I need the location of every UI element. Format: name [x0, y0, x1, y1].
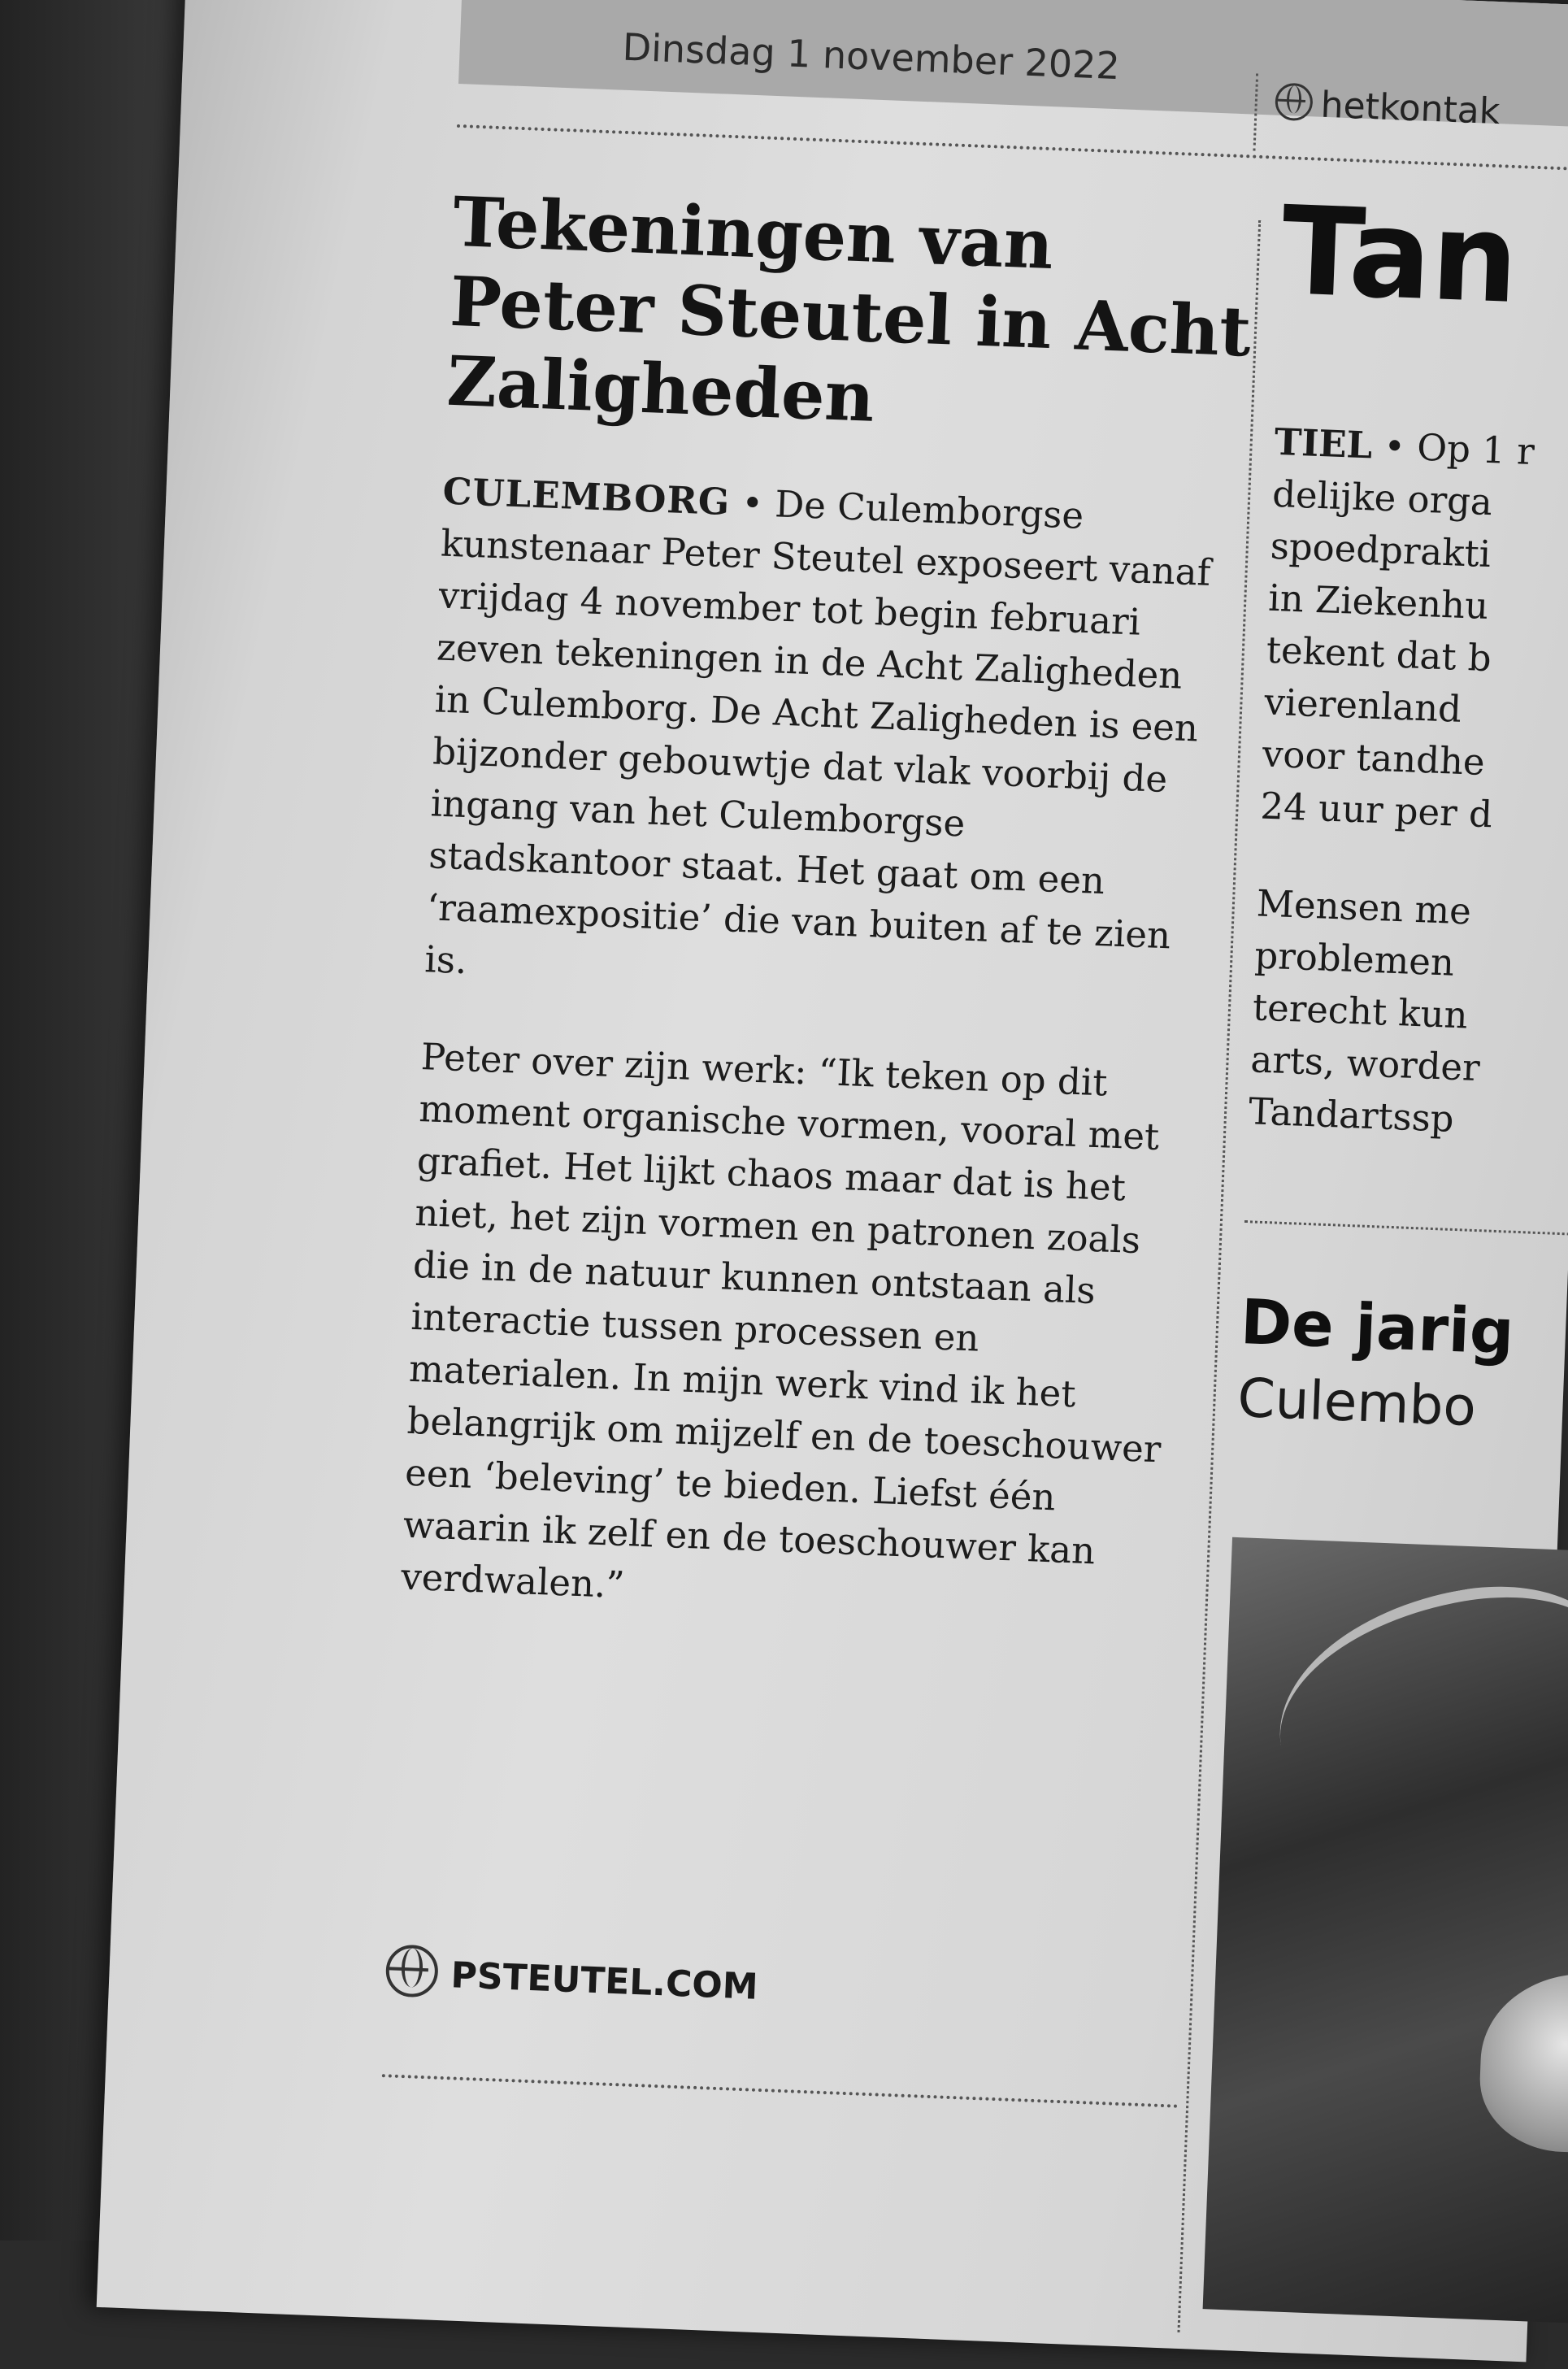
paragraph-1-text: De Culemborgse kunstenaar Peter Steutel exposeert vanaf vrijdag 4 november tot begin februari zeven tekeningen in de Acht Zaligheden in Culemborg. De Acht Zaligheden is een bijzonder gebouwtje dat vlak voorbij de ingang van het Culemborgse stadskantoor staat. Het gaat om een ‘raamexpositie’ die van buiten af te zien is.: [423, 482, 1212, 983]
right-line: Mensen me: [1256, 881, 1472, 933]
right-line: terecht kun: [1252, 985, 1469, 1037]
link-text: PSTEUTEL.COM: [450, 1954, 759, 2008]
right-line: voor tandhe: [1262, 732, 1486, 785]
right-line: problemen: [1253, 933, 1455, 985]
right-line: delijke orga: [1271, 472, 1493, 524]
article-link[interactable]: [385, 1944, 759, 2010]
article-paragraph-1: [423, 466, 1223, 1015]
website-header: [1275, 83, 1501, 133]
right-paragraph-2: [1248, 877, 1568, 1150]
right-line: Op 1 r: [1416, 425, 1535, 474]
article-bottom-divider: [382, 2074, 1178, 2108]
right-photo: [1203, 1537, 1568, 2328]
right-sub-deck: Culembo: [1236, 1366, 1478, 1439]
right-line: 24 uur per d: [1259, 784, 1493, 837]
article-headline: Tekeningen van Peter Steutel in Acht Zaligheden: [445, 181, 1253, 438]
right-divider: [1244, 1220, 1568, 1241]
photo-helmet: [1477, 1970, 1568, 2157]
dateline-separator: •: [729, 480, 776, 526]
website-text: hetkontak: [1319, 84, 1501, 133]
dateline-place: CULEMBORG: [441, 469, 732, 524]
newspaper-page: [97, 0, 1568, 2362]
right-headline: Tan: [1279, 180, 1521, 332]
article-paragraph-2: Peter over zijn werk: “Ik teken op dit moment organische vormen, vooral met grafiet. Het lijkt chaos maar dat is het niet, het zijn vormen en patronen zoals die in de natuur kunnen ontstaan als interactie tussen processen en materialen. In mijn werk vind ik het belangrijk om mijzelf en de toeschouwer een ‘beleving’ te bieden. Liefst één waarin ik zelf en de toeschouwer kan verdwalen.”: [400, 1035, 1162, 1607]
right-line: in Ziekenhu: [1267, 576, 1490, 628]
issue-date: Dinsdag 1 november 2022: [621, 24, 1121, 89]
right-line: vierenland: [1263, 680, 1462, 731]
article-body: [398, 466, 1223, 1679]
right-article-body: [1246, 416, 1568, 1196]
right-line: arts, worder: [1249, 1037, 1481, 1090]
right-sub-headline: De jarig: [1239, 1285, 1516, 1368]
right-line: Tandartssp: [1248, 1089, 1455, 1141]
right-line: spoedprakti: [1269, 524, 1492, 576]
right-paragraph-1: TIEL • Op 1 r delijke orga spoedprakti in Ziekenhu tekent dat b vierenland voor tandhe 24 uur per d: [1259, 419, 1535, 837]
right-dateline-place: TIEL: [1273, 419, 1374, 467]
photo-leaf: [1260, 1567, 1568, 1828]
globe-icon: [385, 1944, 439, 1997]
globe-icon: [1275, 83, 1314, 122]
right-line: tekent dat b: [1265, 628, 1492, 680]
